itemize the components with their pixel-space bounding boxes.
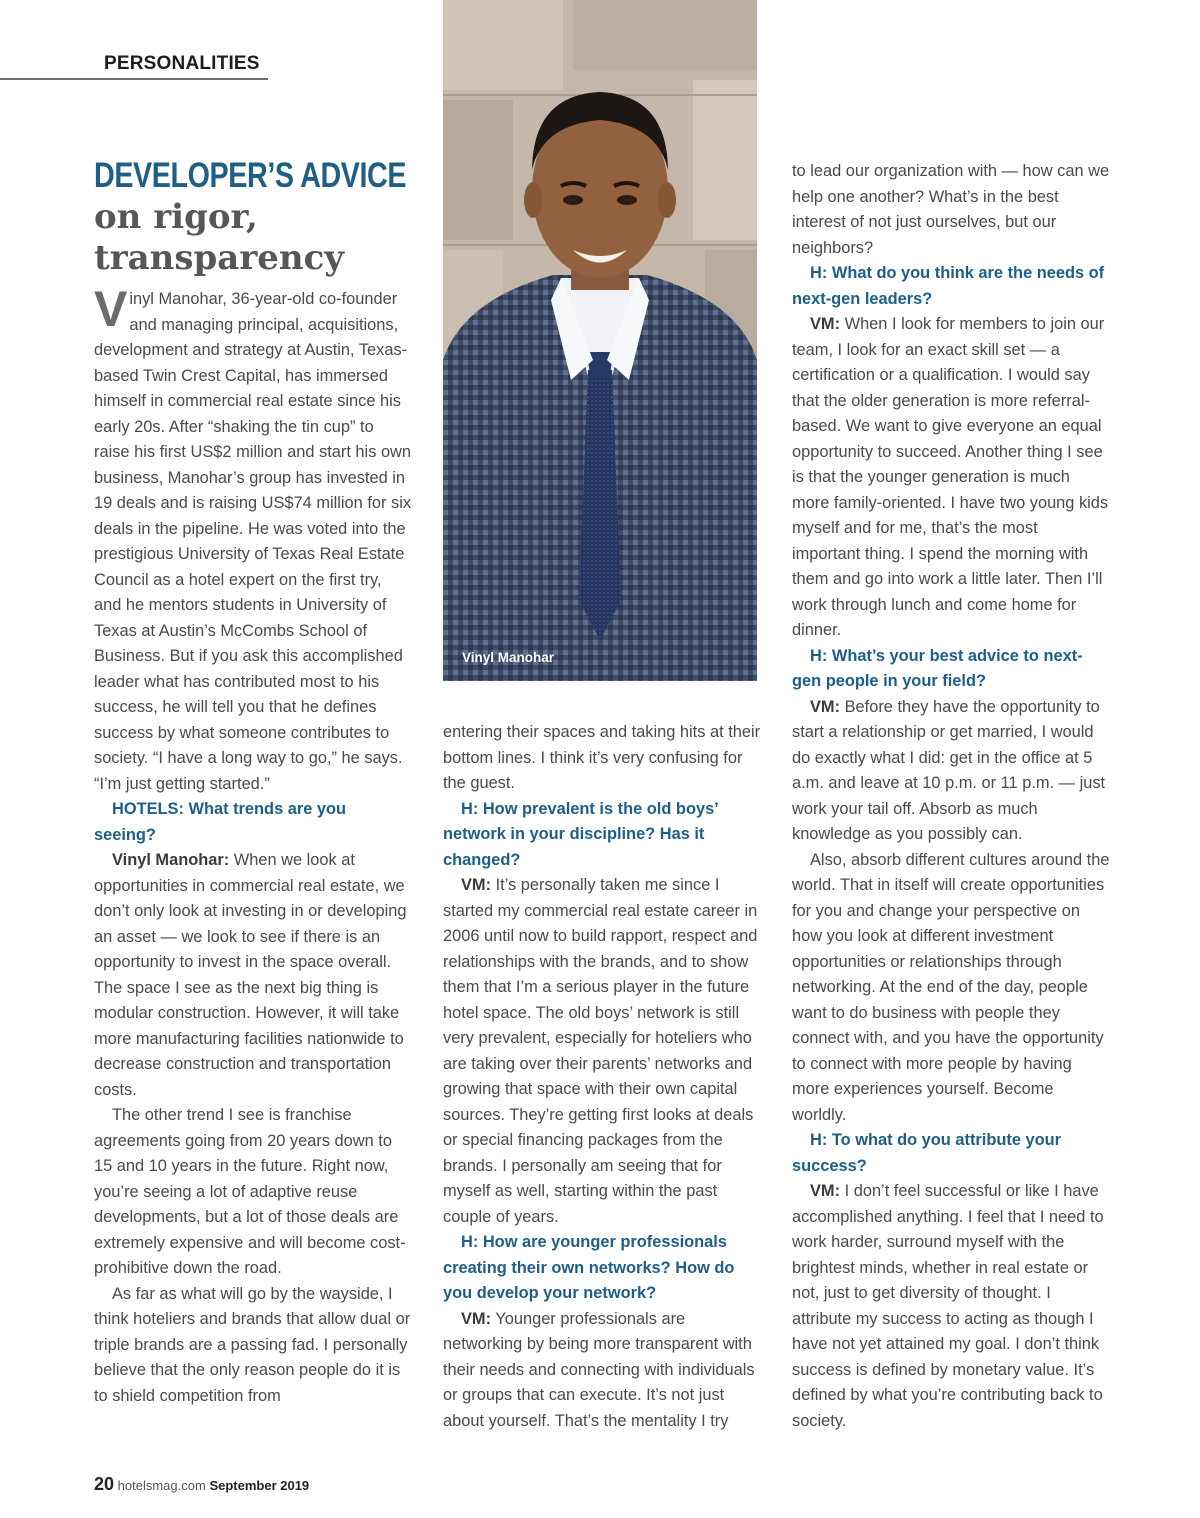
question-4: H: What do you think are the needs of next-gen leaders? xyxy=(792,264,1105,308)
answer-6-text: I don’t feel successful or like I have accomplished anything. I feel that I need to work harder, surround myself with the brightest minds, whether in real estate or not, just to get diversity of thought. I attribute my success to acting as though I have not yet attained my goal. I don’t think success is defined by monetary value. It’s defined by what you’re contributing back to society. xyxy=(792,1182,1104,1430)
drop-cap: V xyxy=(94,281,128,337)
page-footer xyxy=(94,1474,309,1495)
question-3: H: How are younger professionals creating their own networks? How do you develop your network? xyxy=(443,1233,735,1302)
continuation-paragraph: entering their spaces and taking hits at their bottom lines. I think it’s very confusing for the guest. xyxy=(443,723,761,792)
answer-2-speaker: VM: xyxy=(461,876,492,894)
headline-sub-line2: transparency xyxy=(94,238,345,278)
photo-caption: Vinyl Manohar xyxy=(462,650,555,665)
answer-6 xyxy=(792,1179,1110,1434)
answer-1-speaker: Vinyl Manohar: xyxy=(112,851,230,869)
answer-1-text: When we look at opportunities in commercial real estate, we don’t only look at investing in or developing an asset — we look to see if there is an opportunity to invest in the space overall. The space I see as the next big thing is modular construction. However, it will take more manufacturing facilities nationwide to decrease construction and transportation costs. xyxy=(94,851,407,1099)
answer-4-speaker: VM: xyxy=(810,315,841,333)
intro-text: inyl Manohar, 36-year-old co-founder and managing principal, acquisitions, development and strategy at Austin, Texas-based Twin Crest Capital, has immersed himself in commercial real estate since his early 20s. After “shaking the tin cup” to raise his first US$2 million and start his own business, Manohar’s group has invested in 19 deals and is raising US$74 million for six deals in the pipeline. He was voted into the prestigious University of Texas Real Estate Council as a hotel expert on the first try, and he mentors students in University of Texas at Austin’s McCombs School of Business. But if you ask this accomplished leader what has contributed most to his success, he will tell you that he defines success by what someone contributes to society. “I have a long way to go,” he says. “I’m just getting started.” xyxy=(94,290,412,793)
column-3 xyxy=(792,159,1110,1434)
answer-3 xyxy=(443,1307,761,1435)
answer-3-text: Younger professionals are networking by being more transparent with their needs and connecting with individuals or groups that can execute. It’s not just about yourself. That’s the mentality I try xyxy=(443,1309,755,1430)
headline xyxy=(94,155,434,279)
headline-sub-line1: on rigor, xyxy=(94,197,258,237)
question-6: H: To what do you attribute your success? xyxy=(792,1131,1062,1175)
intro-paragraph xyxy=(94,281,412,797)
column-1 xyxy=(94,281,412,1409)
answer-4-text: When I look for members to join our team, I look for an exact skill set — a certification or a qualification. I would say that the older generation is more referral-based. We want to give everyone an equal opportunity to succeed. Another thing I see is that the younger generation is much more family-oriented. I have two young kids myself and for me, that’s the most important thing. I spend the morning with them and go into work a little later. Then I’ll work through lunch and come home for dinner. xyxy=(792,315,1109,639)
answer-5 xyxy=(792,695,1110,848)
answer-3-speaker: VM: xyxy=(461,1309,492,1328)
page-number: 20 xyxy=(94,1474,115,1494)
answer-1 xyxy=(94,848,412,1103)
answer-2-text: It’s personally taken me since I started my commercial real estate career in 2006 until now to build rapport, respect and relationships with the brands, and to show them that I’m a serious player in the future hotel space. The old boys’ network is still very prevalent, especially for hoteliers who are taking over their parents’ networks and growing that space with their own capital sources. They’re getting first looks at deals or special financing packages from the brands. I personally am seeing that for myself as well, starting within the past couple of years. xyxy=(443,876,758,1226)
question-1: HOTELS: What trends are you seeing? xyxy=(94,800,347,844)
column-2 xyxy=(443,720,761,1434)
question-2: H: How prevalent is the old boys’ network in your discipline? Has it changed? xyxy=(443,799,718,869)
footer-date: September 2019 xyxy=(209,1478,310,1493)
answer-2 xyxy=(443,873,761,1230)
answer-6-speaker: VM: xyxy=(810,1182,841,1200)
section-rule xyxy=(0,78,268,80)
paragraph-franchise: The other trend I see is franchise agreements going from 20 years down to 15 and 10 years in the future. Right now, you’re seeing a lot of adaptive reuse developments, but a lot of those deals are extremely expensive and will become cost-prohibitive down the road. xyxy=(94,1106,406,1277)
answer-5-text: Before they have the opportunity to start a relationship or get married, I would do exactly what I did: get in the office at 5 a.m. and leave at 10 p.m. or 11 p.m. — just work your tail off. Absorb as much knowledge as you possibly can. xyxy=(792,697,1106,843)
paragraph-cultures: Also, absorb different cultures around the world. That in itself will create opportunities for you and change your perspective on how you look at different investment opportunities or relationships through networking. At the end of the day, people want to do business with people they connect with, and you have the opportunity to connect with more people by having more experiences yourself. Become worldly. xyxy=(792,850,1110,1124)
continuation-paragraph: to lead our organization with — how can we help one another? What’s in the best interest of not just ourselves, but our neighbors? xyxy=(792,162,1110,257)
answer-4 xyxy=(792,312,1110,644)
headline-main: DEVELOPER’S ADVICE xyxy=(94,156,407,195)
question-5: H: What’s your best advice to next-gen people in your field? xyxy=(792,646,1083,690)
footer-site: hotelsmag.com xyxy=(117,1478,206,1493)
answer-5-speaker: VM: xyxy=(810,697,841,716)
section-label: PERSONALITIES xyxy=(104,53,260,74)
portrait-photo xyxy=(443,0,757,681)
paragraph-wayside: As far as what will go by the wayside, I think hoteliers and brands that allow dual or triple brands are a passing fad. I personally believe that the only reason people do it is to shield competition from xyxy=(94,1284,411,1405)
